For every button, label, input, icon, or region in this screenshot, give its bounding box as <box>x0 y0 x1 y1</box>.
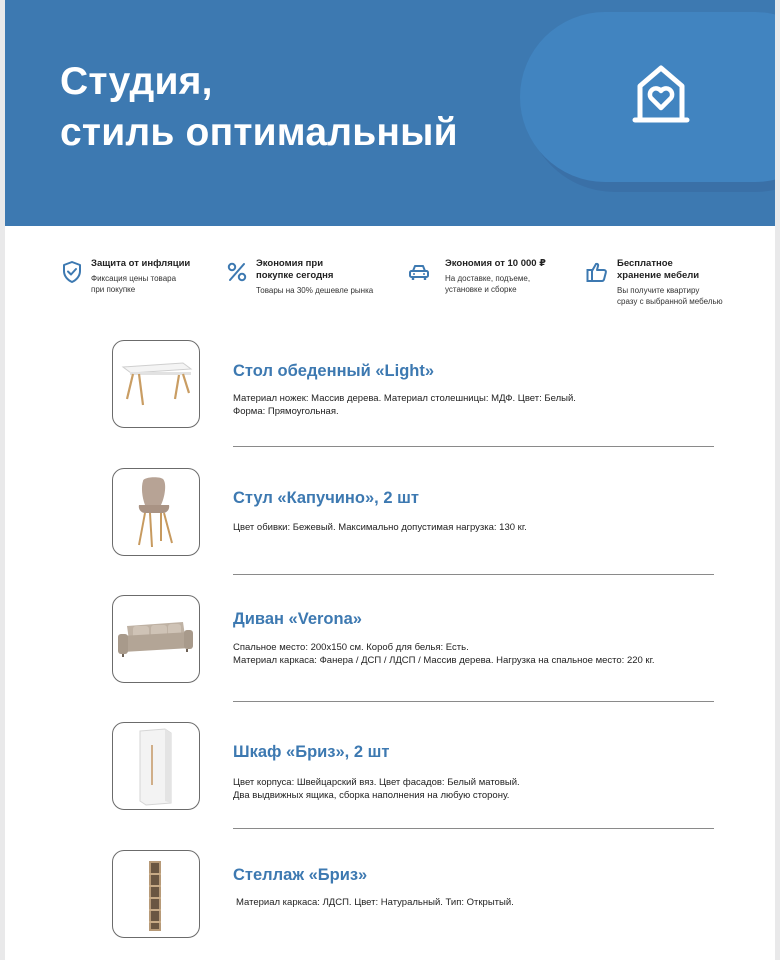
benefit-subtitle <box>445 273 530 295</box>
product-description <box>236 896 514 909</box>
benefit-title <box>91 258 190 270</box>
benefit-subtitle-line: На доставке, подъеме, <box>445 274 531 283</box>
page-title <box>60 56 458 158</box>
benefit-title-line: покупке сегодня <box>256 270 334 281</box>
page-title-line-1: Студия, <box>60 60 213 103</box>
hero-banner <box>5 0 775 226</box>
divider <box>233 446 714 447</box>
product-description <box>233 641 655 667</box>
benefit-subtitle-line: при покупке <box>91 285 136 294</box>
product-thumbnail[interactable] <box>112 340 200 428</box>
product-name: Стол обеденный «Light» <box>233 362 435 380</box>
benefit-subtitle <box>91 273 176 295</box>
divider <box>233 574 714 575</box>
dining-table-image <box>113 341 199 427</box>
benefits-bar <box>5 258 775 318</box>
product-description-line: Цвет корпуса: Швейцарский вяз. Цвет фасадов: Белый матовый. <box>233 777 520 788</box>
benefit-title <box>256 258 333 282</box>
benefit-subtitle-line: Товары на 30% дешевле рынка <box>256 286 374 295</box>
product-description-line: Материал каркаса: ЛДСП. Цвет: Натуральный. Тип: Открытый. <box>236 897 514 908</box>
product-thumbnail[interactable] <box>112 595 200 683</box>
product-description-line: Спальное место: 200х150 см. Короб для белья: Есть. <box>233 642 469 653</box>
product-description-line: Форма: Прямоугольная. <box>233 406 339 417</box>
benefit-title-line: Защита от инфляции <box>91 258 191 269</box>
product-description <box>233 521 527 534</box>
shield-check-icon <box>60 260 84 284</box>
product-description-line: Материал ножек: Массив дерева. Материал столешницы: МДФ. Цвет: Белый. <box>233 393 576 404</box>
benefit-title-line: Бесплатное <box>617 258 673 269</box>
product-thumbnail[interactable] <box>112 722 200 810</box>
car-icon <box>407 260 431 284</box>
benefit-title <box>445 258 546 270</box>
percent-icon <box>225 260 249 284</box>
product-description-line: Материал каркаса: Фанера / ДСП / ЛДСП / Массив дерева. Нагрузка на спальное место: 220 кг. <box>233 655 655 666</box>
product-description <box>233 776 520 802</box>
wardrobe-image <box>113 723 199 809</box>
benefit-subtitle-line: установке и сборке <box>445 285 517 294</box>
benefit-title-line: Экономия от 10 000 ₽ <box>445 258 546 269</box>
catalog-page <box>5 0 775 960</box>
product-name: Стеллаж «Бриз» <box>233 866 368 884</box>
house-heart-icon <box>632 62 690 124</box>
benefit-title-line: хранение мебели <box>617 270 700 281</box>
product-description-line: Два выдвижных ящика, сборка наполнения на любую сторону. <box>233 790 510 801</box>
product-thumbnail[interactable] <box>112 468 200 556</box>
benefit-subtitle <box>256 285 373 296</box>
benefit-subtitle-line: Фиксация цены товара <box>91 274 177 283</box>
chair-image <box>113 469 199 555</box>
divider <box>233 701 714 702</box>
page-title-line-2: стиль оптимальный <box>60 111 458 154</box>
thumbs-up-icon <box>585 260 609 284</box>
benefit-subtitle-line: сразу с выбранной мебелью <box>617 297 723 306</box>
product-name: Диван «Verona» <box>233 610 362 628</box>
product-description-line: Цвет обивки: Бежевый. Максимально допустимая нагрузка: 130 кг. <box>233 522 527 533</box>
product-name: Шкаф «Бриз», 2 шт <box>233 743 390 761</box>
product-thumbnail[interactable] <box>112 850 200 938</box>
divider <box>233 828 714 829</box>
benefit-subtitle-line: Вы получите квартиру <box>617 286 700 295</box>
shelving-image <box>113 851 199 937</box>
benefit-subtitle <box>617 285 723 307</box>
benefit-title <box>617 258 699 282</box>
product-description <box>233 392 576 418</box>
benefit-title-line: Экономия при <box>256 258 324 269</box>
product-name: Стул «Капучино», 2 шт <box>233 489 419 507</box>
sofa-image <box>113 596 199 682</box>
